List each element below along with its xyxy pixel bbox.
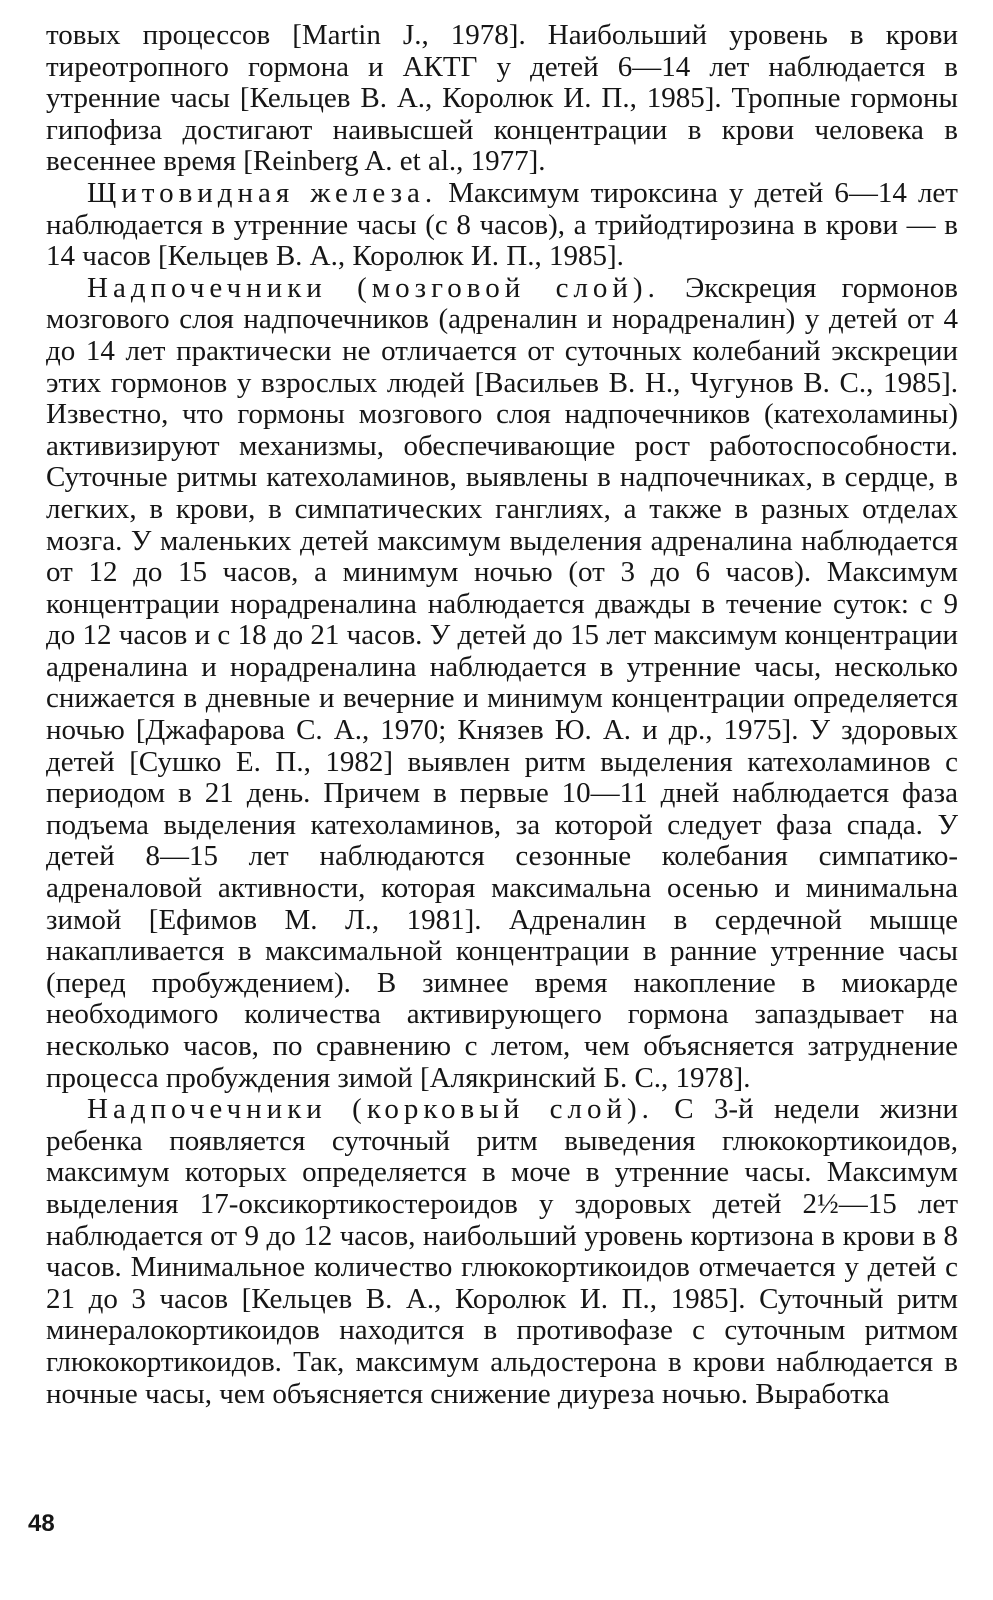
paragraph-4: [46, 1094, 958, 1410]
paragraph-3: [46, 273, 958, 1094]
paragraph-4-text: С 3-й недели жизни ребенка появляется суточный ритм выведения глюкокортикоидов, максимум которых определяется в моче в утренние часы. Максимум выделения 17-оксикортикостероидов у здоровых детей 2½—15 лет наблюдается от 9 до 12 часов, наибольший уровень кортизона в крови в 8 часов. Минимальное количество глюкокортикоидов отмечается у детей с 21 до 3 часов [Кельцев В. А., Королюк И. П., 1985]. Суточный ритм минералокортикоидов находится в противофазе с суточным ритмом глюкокортикоидов. Так, максимум альдостерона в крови наблюдается в ночные часы, чем объясняется снижение диуреза ночью. Выработка: [46, 1093, 958, 1410]
paragraph-2-text: Максимум тироксина у детей 6—14 лет наблюдается в утренние часы (с 8 часов), а трийодтирозина в крови — в 14 часов [Кельцев В. А., Королюк И. П., 1985].: [46, 176, 958, 273]
paragraph-1-text: товых процессов [Martin J., 1978]. Наибольший уровень в крови тиреотропного гормона и АКТГ у детей 6—14 лет наблюдается в утренние часы [Кельцев В. А., Королюк И. П., 1985]. Тропные гормоны гипофиза достигают наивысшей концентрации в крови человека в весеннее время [Reinberg A. et al., 1977].: [46, 19, 958, 178]
paragraph-3-text: Экскреция гормонов мозгового слоя надпочечников (адреналин и норадреналин) у детей от 4 до 14 лет практически не отличается от суточных колебаний экскреции этих гормонов у взрослых людей [Васильев В. Н., Чугунов В. С., 1985]. Известно, что гормоны мозгового слоя надпочечников (катехоламины) активизируют механизмы, обеспечивающие рост работоспособности. Суточные ритмы катехоламинов, выявлены в надпочечниках, в сердце, в легких, в крови, в симпатических ганглиях, а также в разных отделах мозга. У маленьких детей максимум выделения адреналина наблюдается от 12 до 15 часов, а минимум ночью (от 3 до 6 часов). Максимум концентрации норадреналина наблюдается дважды в течение суток: с 9 до 12 часов и с 18 до 21 часов. У детей до 15 лет максимум концентрации адреналина и норадреналина наблюдается в утренние часы, несколько снижается в дневные и вечерние и минимум концентрации определяется ночью [Джафарова С. А., 1970; Князев Ю. А. и др., 1975]. У здоровых детей [Сушко Е. П., 1982] выявлен ритм выделения катехоламинов с периодом в 21 день. Причем в первые 10—11 дней наблюдается фаза подъема выделения катехоламинов, за которой следует фаза спада. У детей 8—15 лет наблюдаются сезонные колебания симпатико-адреналовой активности, которая максимальна осенью и минимальна зимой [Ефимов М. Л., 1981]. Адреналин в сердечной мышце накапливается в максимальной концентрации в ранние утренние часы (перед пробуждением). В зимнее время накопление в миокарде необходимого количества активирующего гормона запаздывает на несколько часов, по сравнению с летом, чем объясняется затруднение процесса пробуждения зимой [Алякринский Б. С., 1978].: [46, 271, 958, 1094]
paragraph-1: [46, 20, 958, 178]
page-text: [46, 20, 958, 1410]
page-number: 48: [28, 1510, 55, 1537]
paragraph-2-heading: Щитовидная железа.: [87, 176, 438, 209]
paragraph-4-heading: Надпочечники (корковый слой).: [87, 1093, 654, 1126]
paragraph-3-heading: Надпочечники (мозговой слой).: [87, 271, 660, 304]
paragraph-2: [46, 178, 958, 273]
